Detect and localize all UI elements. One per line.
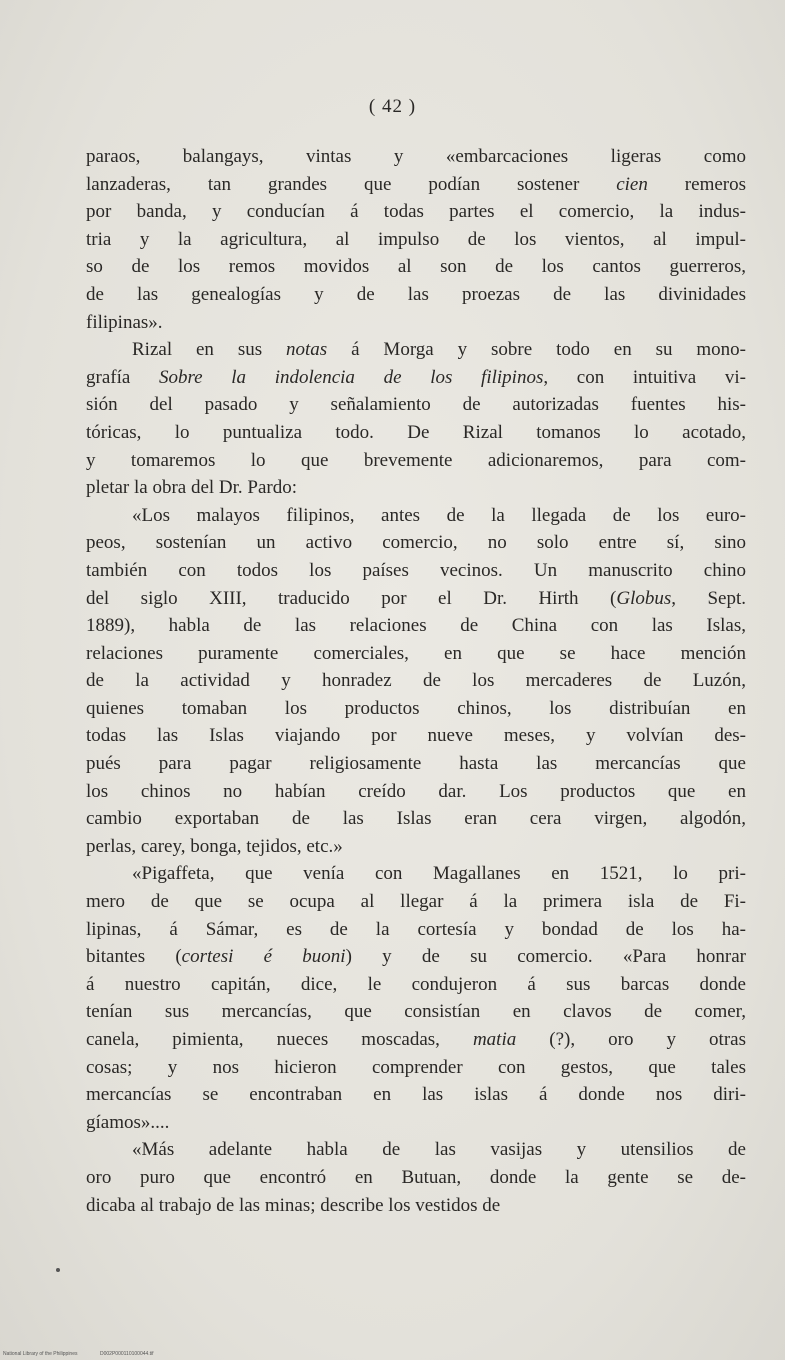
text-line: grafía Sobre la indolencia de los filipinos, con intuitiva vi-: [86, 366, 746, 388]
text-line: dicaba al trabajo de las minas; describe los vestidos de: [86, 1194, 501, 1216]
text-line: del siglo XIII, traducido por el Dr. Hirth (Globus, Sept.: [86, 587, 746, 609]
text-line: de la actividad y honradez de los mercaderes de Luzón,: [86, 670, 746, 692]
text-line: mero de que se ocupa al llegar á la primera isla de Fi-: [86, 891, 746, 913]
text-line: perlas, carey, bonga, tejidos, etc.»: [86, 835, 343, 857]
text-line: mercancías se encontraban en las islas á donde nos diri-: [86, 1084, 746, 1106]
scan-speck: [56, 1268, 60, 1272]
text-line: bitantes (cortesi é buoni) y de su comercio. «Para honrar: [86, 946, 746, 968]
text-line: pletar la obra del Dr. Pardo:: [86, 477, 298, 499]
text-line: por banda, y conducían á todas partes el comercio, la indus-: [86, 201, 746, 223]
footer-code: D002P000110100044.tif: [100, 1351, 154, 1357]
footer-library: National Library of the Philippines: [3, 1351, 78, 1357]
text-line: los chinos no habían creído dar. Los productos que en: [86, 780, 746, 802]
text-line: relaciones puramente comerciales, en que se hace mención: [86, 642, 746, 664]
text-line: lipinas, á Sámar, es de la cortesía y bondad de los ha-: [86, 918, 746, 940]
text-line: peos, sostenían un activo comercio, no solo entre sí, sino: [86, 532, 746, 554]
text-line: so de los remos movidos al son de los cantos guerreros,: [86, 256, 746, 278]
text-line: «Pigaffeta, que venía con Magallanes en 1521, lo pri-: [132, 863, 746, 885]
body-text: [86, 143, 746, 1219]
text-line: tenían sus mercancías, que consistían en clavos de comer,: [86, 1001, 746, 1023]
text-line: sión del pasado y señalamiento de autorizadas fuentes his-: [86, 394, 746, 416]
text-line: cambio exportaban de las Islas eran cera virgen, algodón,: [86, 808, 746, 830]
text-line: también con todos los países vecinos. Un manuscrito chino: [86, 559, 746, 581]
scan-footer: [0, 1348, 785, 1360]
text-line: 1889), habla de las relaciones de China con las Islas,: [86, 615, 746, 637]
page-number: ( 42 ): [368, 96, 417, 117]
text-line: Rizal en sus notas á Morga y sobre todo en su mono-: [132, 339, 746, 361]
text-line: tóricas, lo puntualiza todo. De Rizal tomanos lo acotado,: [86, 421, 746, 443]
text-line: á nuestro capitán, dice, le condujeron á sus barcas donde: [86, 973, 746, 995]
text-line: tria y la agricultura, al impulso de los vientos, al impul-: [86, 228, 746, 250]
text-line: lanzaderas, tan grandes que podían sostener cien remeros: [86, 173, 746, 195]
text-line: quienes tomaban los productos chinos, los distribuían en: [86, 697, 746, 719]
text-line: paraos, balangays, vintas y «embarcaciones ligeras como: [86, 146, 746, 167]
text-line: de las genealogías y de las proezas de las divinidades: [86, 283, 746, 305]
text-line: y tomaremos lo que brevemente adicionaremos, para com-: [86, 449, 746, 471]
text-line: cosas; y nos hicieron comprender con gestos, que tales: [86, 1056, 746, 1078]
text-line: «Los malayos filipinos, antes de la llegada de los euro-: [132, 504, 746, 526]
text-line: gíamos»....: [86, 1111, 170, 1133]
text-line: pués para pagar religiosamente hasta las mercancías que: [86, 753, 746, 775]
text-line: filipinas».: [86, 311, 163, 333]
text-line: todas las Islas viajando por nueve meses, y volvían des-: [86, 725, 746, 747]
text-line: «Más adelante habla de las vasijas y utensilios de: [132, 1139, 746, 1161]
text-line: oro puro que encontró en Butuan, donde la gente se de-: [86, 1166, 746, 1188]
text-line: canela, pimienta, nueces moscadas, matia (?), oro y otras: [86, 1029, 746, 1050]
